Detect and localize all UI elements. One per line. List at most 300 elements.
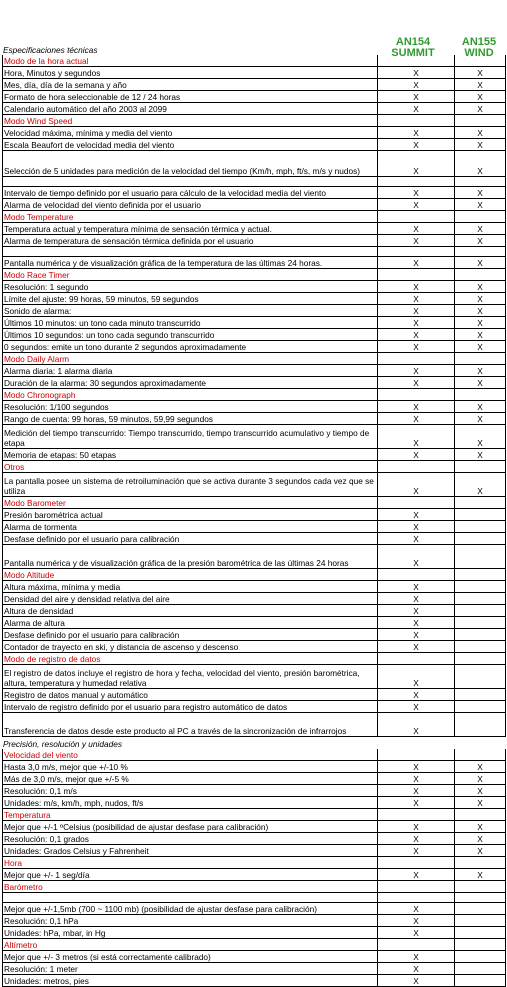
an155-cell: [454, 473, 506, 496]
an154-cell: [378, 55, 454, 66]
an154-cell: [378, 951, 454, 962]
an154-cell: [378, 821, 454, 832]
an154-mark: X: [413, 104, 419, 114]
table-row: [2, 305, 506, 317]
an154-mark: X: [413, 306, 419, 316]
an154-cell: [378, 857, 454, 868]
an154-cell: [378, 281, 454, 292]
feature-label: Mejor que +/-1 ºCelsius (posibilidad de ajustar desfase para calibración): [4, 822, 269, 832]
feature-label: Resolución: 0,1 hPa: [4, 916, 79, 926]
an155-mark: X: [477, 294, 483, 304]
table-row: [2, 103, 506, 115]
feature-cell: [2, 569, 378, 580]
an154-cell: [378, 545, 454, 568]
feature-label: Hora: [4, 858, 22, 868]
feature-label: Modo de la hora actual: [4, 56, 89, 66]
feature-label: Pantalla numérica y de visualización gráfica de la presión barométrica de las últimas 24 horas: [4, 558, 349, 568]
section-header-row: [2, 497, 506, 509]
feature-cell: [2, 773, 378, 784]
feature-cell: [2, 713, 378, 736]
an155-cell: [454, 235, 506, 246]
feature-label: Resolución: 0,1 grados: [4, 834, 89, 844]
an154-cell: [378, 785, 454, 796]
section-header-row: [2, 269, 506, 281]
an155-cell: [454, 785, 506, 796]
an154-cell: [378, 975, 454, 986]
feature-cell: [2, 629, 378, 640]
an154-mark: X: [413, 486, 419, 496]
section-header-row: [2, 353, 506, 365]
an154-mark: X: [413, 68, 419, 78]
an154-cell: [378, 713, 454, 736]
an155-mark: X: [477, 236, 483, 246]
an155-mark: X: [477, 68, 483, 78]
an154-mark: X: [413, 258, 419, 268]
an155-cell: [454, 509, 506, 520]
an155-cell: [454, 115, 506, 126]
feature-label: Últimos 10 minutos: un tono cada minuto transcurrido: [4, 318, 201, 328]
feature-label: Mejor que +/- 3 metros (si está correctamente calibrado): [4, 952, 211, 962]
an155-mark: X: [477, 798, 483, 808]
feature-label: Otros: [4, 462, 25, 472]
an154-mark: X: [413, 438, 419, 448]
an154-mark: X: [413, 318, 419, 328]
feature-cell: [2, 689, 378, 700]
an155-cell: [454, 281, 506, 292]
table-row: [2, 701, 506, 713]
feature-cell: [2, 821, 378, 832]
an154-cell: [378, 893, 454, 902]
an155-mark: X: [477, 282, 483, 292]
feature-cell: [2, 881, 378, 892]
section-header-row: [2, 809, 506, 821]
an154-mark: X: [413, 846, 419, 856]
an154-mark: X: [413, 762, 419, 772]
section-header-row: [2, 389, 506, 401]
an155-mark: X: [477, 318, 483, 328]
feature-cell: [2, 533, 378, 544]
an154-cell: [378, 509, 454, 520]
an154-cell: [378, 341, 454, 352]
an154-cell: [378, 617, 454, 628]
feature-cell: [2, 761, 378, 772]
feature-cell: [2, 341, 378, 352]
feature-label: Límite del ajuste: 99 horas, 59 minutos, 59 segundos: [4, 294, 199, 304]
an154-mark: X: [413, 916, 419, 926]
feature-cell: [2, 545, 378, 568]
feature-label: Calendario automático del año 2003 al 2099: [4, 104, 167, 114]
an154-cell: [378, 497, 454, 508]
an154-mark: X: [413, 678, 419, 688]
table-row: [2, 665, 506, 689]
an154-cell: [378, 91, 454, 102]
an154-cell: [378, 833, 454, 844]
an155-cell: [454, 293, 506, 304]
table-row: [2, 893, 506, 903]
feature-cell: [2, 151, 378, 176]
table-row: [2, 377, 506, 389]
section-header-row: [2, 857, 506, 869]
feature-label: La pantalla posee un sistema de retroiluminación que se activa durante 3 segundos cada vez que se utiliza: [4, 476, 374, 496]
an154-cell: [378, 269, 454, 280]
an155-cell: [454, 497, 506, 508]
an155-cell: [454, 413, 506, 424]
an155-cell: [454, 521, 506, 532]
an154-cell: [378, 749, 454, 760]
an154-mark: X: [413, 366, 419, 376]
feature-cell: [2, 103, 378, 114]
an155-cell: [454, 629, 506, 640]
feature-cell: [2, 353, 378, 364]
an154-cell: [378, 903, 454, 914]
an154-mark: X: [413, 342, 419, 352]
table-row: [2, 963, 506, 975]
feature-cell: [2, 473, 378, 496]
an154-mark: X: [413, 928, 419, 938]
section-header-row: [2, 653, 506, 665]
feature-label: Hasta 3,0 m/s, mejor que +/-10 %: [4, 762, 128, 772]
feature-label: Desfase definido por el usuario para calibración: [4, 534, 180, 544]
an154-cell: [378, 413, 454, 424]
an155-cell: [454, 199, 506, 210]
table-heading-row: [2, 43, 506, 55]
an154-mark: X: [413, 582, 419, 592]
an154-mark: X: [413, 294, 419, 304]
an155-cell: [454, 773, 506, 784]
feature-label: Registro de datos manual y automático: [4, 690, 148, 700]
feature-cell: [2, 845, 378, 856]
an154-mark: X: [413, 330, 419, 340]
feature-cell: [2, 257, 378, 268]
an154-mark: X: [413, 786, 419, 796]
table-row: [2, 127, 506, 139]
an155-cell: [454, 821, 506, 832]
an155-cell: [454, 79, 506, 90]
feature-label: Mejor que +/-1,5mb (700 ~ 1100 mb) (posibilidad de ajustar desfase para calibración): [4, 904, 317, 914]
an154-cell: [378, 593, 454, 604]
feature-cell: [2, 377, 378, 388]
an155-mark: X: [477, 104, 483, 114]
an154-cell: [378, 533, 454, 544]
feature-cell: [2, 293, 378, 304]
an155-mark: X: [477, 834, 483, 844]
feature-cell: [2, 617, 378, 628]
table-row: [2, 593, 506, 605]
table-row: [2, 845, 506, 857]
an155-cell: [454, 139, 506, 150]
table-row: [2, 151, 506, 177]
an155-cell: [454, 665, 506, 688]
an155-cell: [454, 449, 506, 460]
section-header-row: [2, 749, 506, 761]
an155-cell: [454, 809, 506, 820]
table-row: [2, 833, 506, 845]
table-row: [2, 869, 506, 881]
feature-cell: [2, 247, 378, 256]
feature-label: Altímetro: [4, 940, 38, 950]
feature-cell: [2, 413, 378, 424]
an155-mark: X: [477, 224, 483, 234]
feature-cell: [2, 177, 378, 186]
model-code: AN154: [395, 36, 431, 48]
table-row: [2, 257, 506, 269]
an154-mark: X: [413, 870, 419, 880]
feature-label: Medición del tiempo transcurrido: Tiempo transcurrido, tiempo transcurrido acumulativo y tiempo de etapa: [4, 428, 370, 448]
an154-mark: X: [413, 534, 419, 544]
an154-cell: [378, 211, 454, 222]
an154-mark: X: [413, 630, 419, 640]
table-row: [2, 533, 506, 545]
model-code: AN155: [461, 36, 497, 48]
feature-label: Modo Wind Speed: [4, 116, 73, 126]
table-row: [2, 975, 506, 987]
feature-cell: [2, 305, 378, 316]
an154-cell: [378, 115, 454, 126]
an155-cell: [454, 127, 506, 138]
an154-cell: [378, 701, 454, 712]
feature-label: Barómetro: [4, 882, 43, 892]
an154-mark: X: [413, 822, 419, 832]
section-header-row: [2, 569, 506, 581]
an154-cell: [378, 401, 454, 412]
table-row: [2, 223, 506, 235]
feature-label: Duración de la alarma: 30 segundos aproximadamente: [4, 378, 207, 388]
feature-label: Modo Altitude: [4, 570, 55, 580]
an155-cell: [454, 305, 506, 316]
feature-label: Altura máxima, mínima y media: [4, 582, 121, 592]
feature-cell: [2, 269, 378, 280]
an155-cell: [454, 151, 506, 176]
feature-cell: [2, 389, 378, 400]
an154-mark: X: [413, 236, 419, 246]
an155-cell: [454, 617, 506, 628]
model-name: SUMMIT: [391, 47, 435, 59]
table-row: [2, 509, 506, 521]
an154-mark: X: [413, 702, 419, 712]
table-row: [2, 329, 506, 341]
an155-cell: [454, 701, 506, 712]
an155-cell: [454, 915, 506, 926]
an154-cell: [378, 473, 454, 496]
an155-mark: X: [477, 166, 483, 176]
an155-cell: [454, 581, 506, 592]
an154-mark: X: [413, 952, 419, 962]
an155-mark: X: [477, 366, 483, 376]
feature-cell: [2, 187, 378, 198]
an155-cell: [454, 939, 506, 950]
feature-cell: [2, 521, 378, 532]
an154-cell: [378, 581, 454, 592]
feature-cell: [2, 869, 378, 880]
an155-cell: [454, 329, 506, 340]
an154-cell: [378, 881, 454, 892]
an155-mark: X: [477, 450, 483, 460]
feature-cell: [2, 785, 378, 796]
an154-cell: [378, 329, 454, 340]
table-row: [2, 521, 506, 533]
an154-cell: [378, 199, 454, 210]
an155-mark: X: [477, 200, 483, 210]
an154-mark: X: [413, 594, 419, 604]
an154-mark: X: [413, 200, 419, 210]
feature-cell: [2, 461, 378, 472]
an154-mark: X: [413, 92, 419, 102]
feature-label: Hora, Minutos y segundos: [4, 68, 101, 78]
an155-cell: [454, 341, 506, 352]
an154-mark: X: [413, 606, 419, 616]
table-row: [2, 713, 506, 737]
feature-cell: [2, 737, 378, 749]
table-row: [2, 139, 506, 151]
an155-mark: X: [477, 92, 483, 102]
an155-cell: [454, 247, 506, 256]
an154-cell: [378, 103, 454, 114]
section-header-row: [2, 881, 506, 893]
feature-cell: [2, 975, 378, 986]
table-row: [2, 247, 506, 257]
an155-cell: [454, 737, 506, 749]
feature-label: Modo Daily Alarm: [4, 354, 70, 364]
an154-mark: X: [413, 976, 419, 986]
feature-label: Mejor que +/- 1 seg/día: [4, 870, 90, 880]
table-row: [2, 617, 506, 629]
table-row: [2, 927, 506, 939]
an154-cell: [378, 869, 454, 880]
an155-cell: [454, 927, 506, 938]
feature-label: Unidades: m/s, km/h, mph, nudos, ft/s: [4, 798, 144, 808]
an154-cell: [378, 605, 454, 616]
an154-mark: X: [413, 402, 419, 412]
an154-cell: [378, 353, 454, 364]
feature-label: Transferencia de datos desde este producto al PC a través de la sincronización de infrarrojos: [4, 726, 347, 736]
feature-label: Temperatura: [4, 810, 51, 820]
feature-label: Más de 3,0 m/s, mejor que +/-5 %: [4, 774, 129, 784]
table-row: [2, 821, 506, 833]
an154-cell: [378, 79, 454, 90]
feature-label: Velocidad del viento: [4, 750, 78, 760]
feature-cell: [2, 593, 378, 604]
an155-mark: X: [477, 188, 483, 198]
feature-cell: [2, 951, 378, 962]
an155-mark: X: [477, 128, 483, 138]
an155-mark: X: [477, 822, 483, 832]
an154-mark: X: [413, 80, 419, 90]
feature-label: Modo Temperature: [4, 212, 74, 222]
an155-mark: X: [477, 414, 483, 424]
feature-cell: [2, 67, 378, 78]
table-row: [2, 915, 506, 927]
an155-mark: X: [477, 870, 483, 880]
an155-mark: X: [477, 846, 483, 856]
table-row: [2, 79, 506, 91]
an155-cell: [454, 689, 506, 700]
an155-cell: [454, 545, 506, 568]
an155-mark: X: [477, 486, 483, 496]
an154-cell: [378, 293, 454, 304]
feature-cell: [2, 365, 378, 376]
an155-cell: [454, 269, 506, 280]
table-row: [2, 425, 506, 449]
an154-mark: X: [413, 642, 419, 652]
an155-cell: [454, 975, 506, 986]
an154-cell: [378, 737, 454, 749]
an154-mark: X: [413, 282, 419, 292]
an154-cell: [378, 963, 454, 974]
an154-mark: X: [413, 618, 419, 628]
an155-mark: X: [477, 438, 483, 448]
feature-cell: [2, 915, 378, 926]
an154-mark: X: [413, 558, 419, 568]
feature-cell: [2, 605, 378, 616]
table-row: [2, 199, 506, 211]
an155-mark: X: [477, 762, 483, 772]
an154-cell: [378, 223, 454, 234]
feature-cell: [2, 509, 378, 520]
table-row: [2, 281, 506, 293]
feature-label: Altura de densidad: [4, 606, 74, 616]
an155-mark: X: [477, 378, 483, 388]
feature-cell: [2, 425, 378, 448]
an154-cell: [378, 845, 454, 856]
feature-label: Especificaciones técnicas: [3, 45, 98, 55]
feature-label: Intervalo de registro definido por el usuario para registro automático de datos: [4, 702, 288, 712]
feature-cell: [2, 449, 378, 460]
an154-cell: [378, 177, 454, 186]
feature-label: Desfase definido por el usuario para calibración: [4, 630, 180, 640]
feature-label: Alarma de tormenta: [4, 522, 77, 532]
an154-cell: [378, 377, 454, 388]
an155-cell: [454, 881, 506, 892]
an155-cell: [454, 425, 506, 448]
feature-cell: [2, 281, 378, 292]
table-row: [2, 67, 506, 79]
feature-cell: [2, 927, 378, 938]
an155-cell: [454, 845, 506, 856]
an154-mark: X: [413, 510, 419, 520]
an155-cell: [454, 461, 506, 472]
table-row: [2, 581, 506, 593]
feature-label: Precisión, resolución y unidades: [3, 739, 122, 749]
feature-label: 0 segundos: emite un tono durante 2 segundos aproximadamente: [4, 342, 247, 352]
an155-mark: X: [477, 140, 483, 150]
an155-cell: [454, 857, 506, 868]
an155-cell: [454, 103, 506, 114]
table-row: [2, 605, 506, 617]
an154-cell: [378, 365, 454, 376]
feature-label: Presión barométrica actual: [4, 510, 103, 520]
an154-mark: X: [413, 964, 419, 974]
an154-mark: X: [413, 904, 419, 914]
section-header-row: [2, 211, 506, 223]
table-row: [2, 785, 506, 797]
an155-cell: [454, 377, 506, 388]
table-row: [2, 293, 506, 305]
feature-cell: [2, 55, 378, 66]
feature-cell: [2, 223, 378, 234]
section-header-row: [2, 461, 506, 473]
an154-cell: [378, 187, 454, 198]
an155-cell: [454, 365, 506, 376]
feature-cell: [2, 939, 378, 950]
feature-cell: [2, 115, 378, 126]
table-row: [2, 545, 506, 569]
an154-mark: X: [413, 450, 419, 460]
an155-cell: [454, 317, 506, 328]
feature-cell: [2, 581, 378, 592]
feature-cell: [2, 497, 378, 508]
table-row: [2, 177, 506, 187]
an154-cell: [378, 247, 454, 256]
